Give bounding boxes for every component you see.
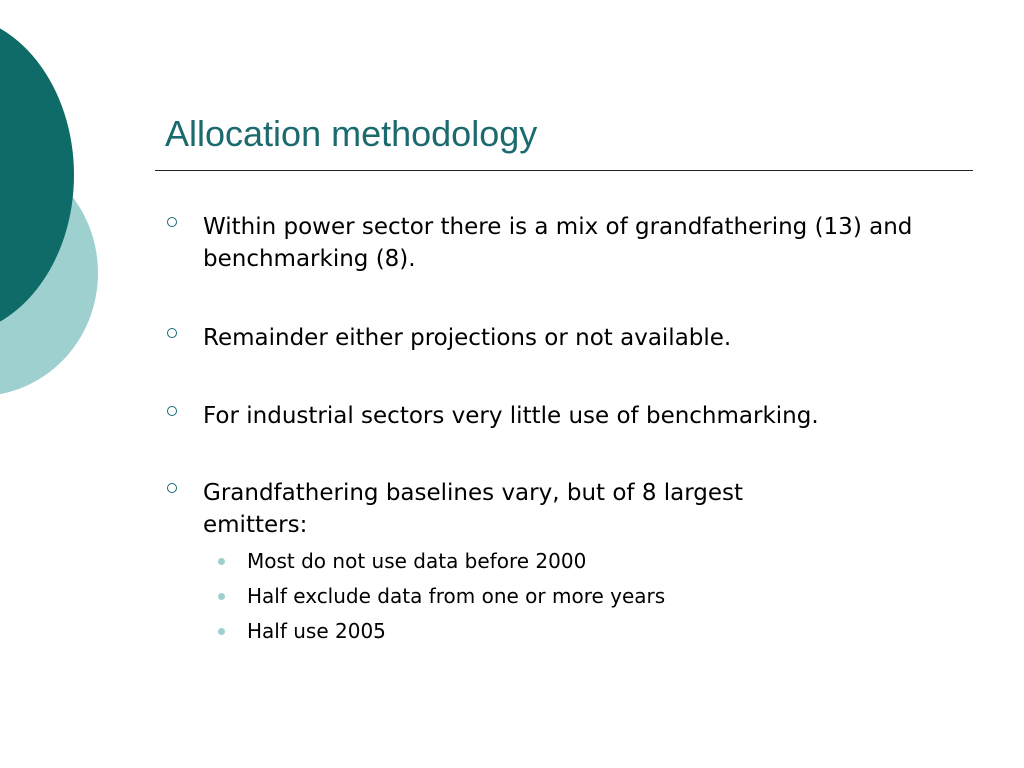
hollow-circle-bullet-icon xyxy=(167,483,177,493)
bullet-text: Grandfathering baselines vary, but of 8 largest emitters: xyxy=(203,480,744,538)
title-divider xyxy=(155,170,973,171)
bullet-text: For industrial sectors very little use of benchmarking. xyxy=(203,403,819,429)
filled-dot-bullet-icon xyxy=(218,558,225,565)
sub-bullet-text: Most do not use data before 2000 xyxy=(247,549,587,573)
sub-bullet-text: Half use 2005 xyxy=(247,619,386,643)
bullet-text: Within power sector there is a mix of grandfathering (13) and benchmarking (8). xyxy=(203,214,913,272)
sub-bullet-text: Half exclude data from one or more years xyxy=(247,584,666,608)
bullet-text: Remainder either projections or not available. xyxy=(203,325,732,351)
hollow-circle-bullet-icon xyxy=(167,406,177,416)
filled-dot-bullet-icon xyxy=(218,628,225,635)
slide-title: Allocation methodology xyxy=(165,113,538,154)
hollow-circle-bullet-icon xyxy=(167,328,177,338)
hollow-circle-bullet-icon xyxy=(167,217,177,227)
filled-dot-bullet-icon xyxy=(218,593,225,600)
